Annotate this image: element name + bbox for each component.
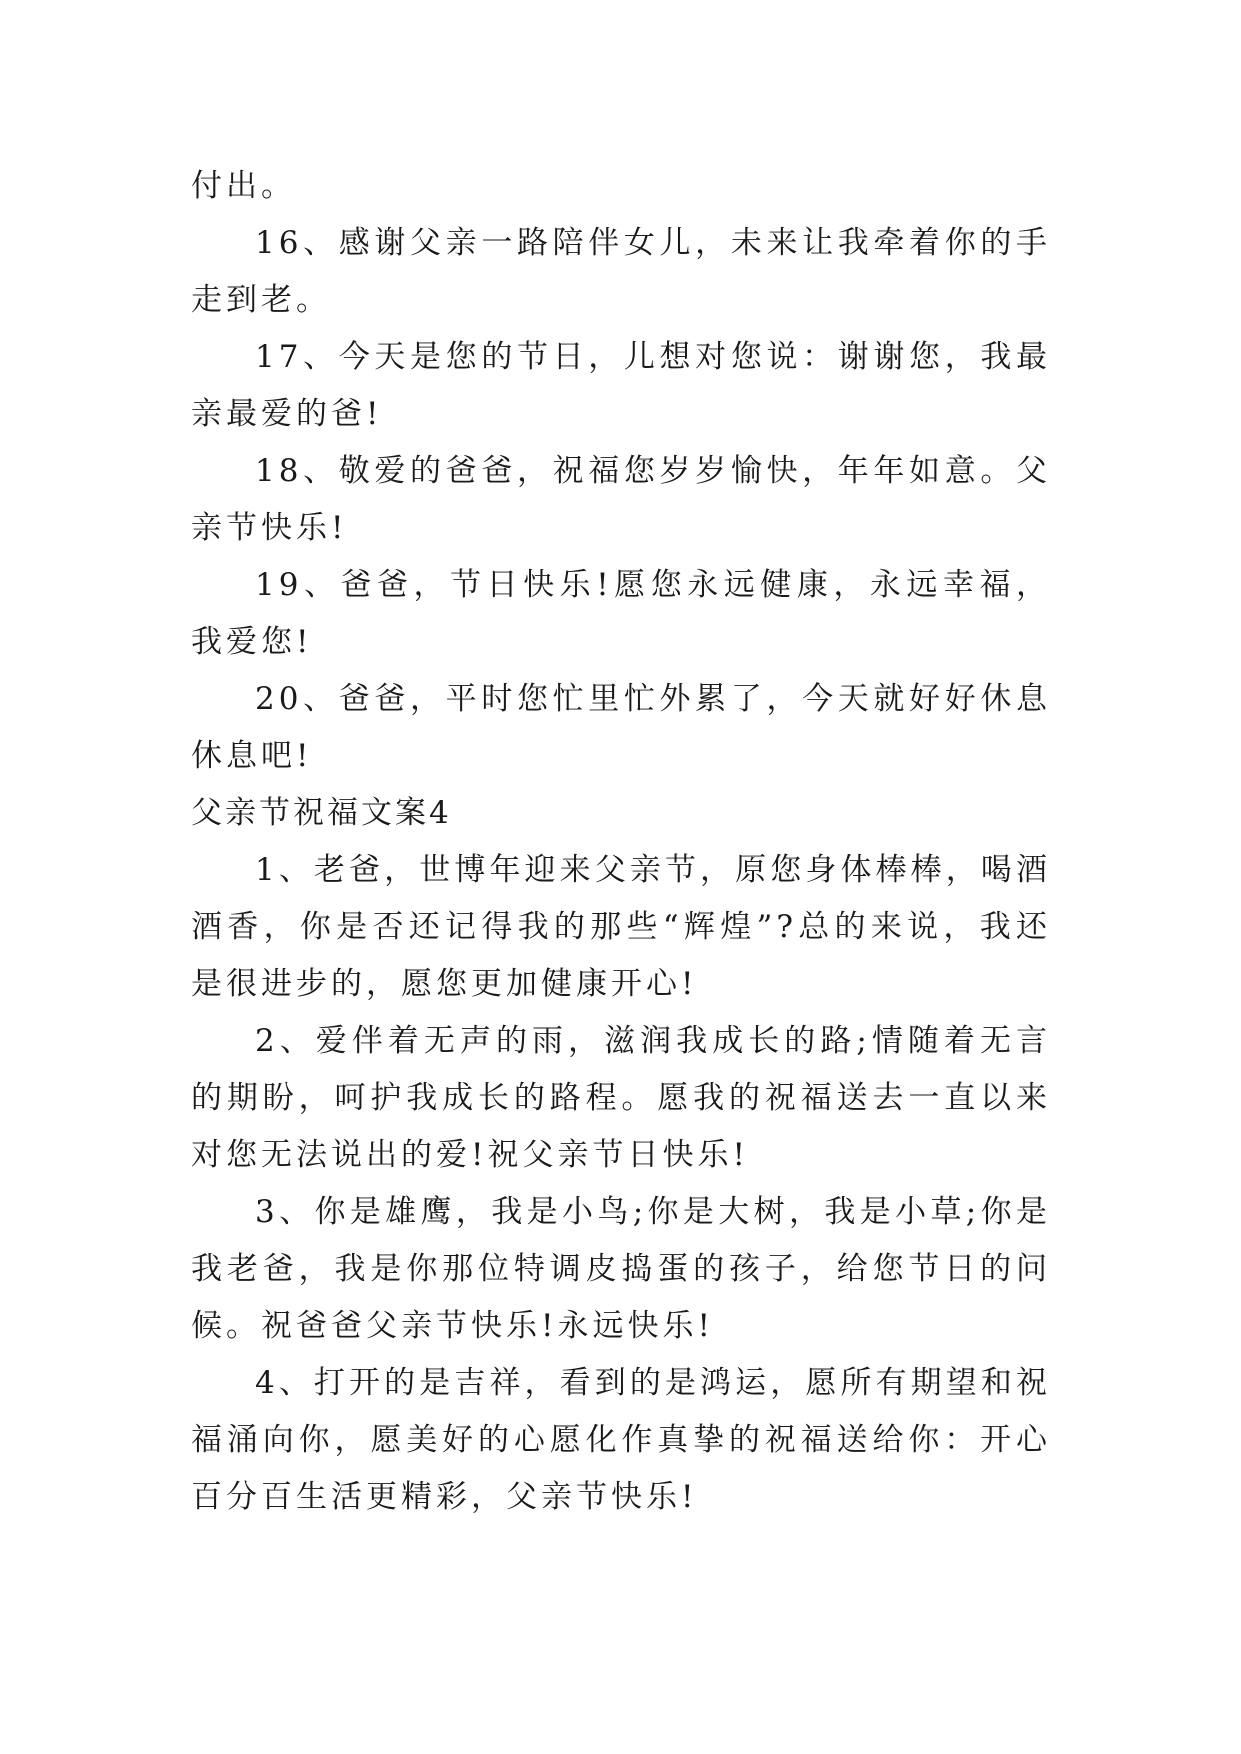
wish-item-4: 4、打开的是吉祥，看到的是鸿运，愿所有期望和祝福涌向你，愿美好的心愿化作真挚的祝福送给你：开心百分百生活更精彩，父亲节快乐! — [191, 1365, 1051, 1515]
section-heading: 父亲节祝福文案4 — [191, 795, 452, 831]
wish-item-2: 2、爱伴着无声的雨，滋润我成长的路;情随着无言的期盼，呵护我成长的路程。愿我的祝福送去一直以来对您无法说出的爱!祝父亲节日快乐! — [191, 1023, 1051, 1173]
wish-item-17: 17、今天是您的节日，儿想对您说：谢谢您，我最亲最爱的爸! — [191, 339, 1051, 432]
wish-item-18: 18、敬爱的爸爸，祝福您岁岁愉快，年年如意。父亲节快乐! — [191, 453, 1051, 546]
wish-item-1: 1、老爸，世博年迎来父亲节，原您身体棒棒，喝酒酒香，你是否还记得我的那些“辉煌”?总的来说，我还是很进步的，愿您更加健康开心! — [191, 852, 1051, 1002]
wish-item-3: 3、你是雄鹰，我是小鸟;你是大树，我是小草;你是我老爸，我是你那位特调皮捣蛋的孩子，给您节日的问候。祝爸爸父亲节快乐!永远快乐! — [191, 1194, 1051, 1344]
wish-item-16: 16、感谢父亲一路陪伴女儿，未来让我牵着你的手走到老。 — [191, 225, 1051, 318]
wish-item-20: 20、爸爸，平时您忙里忙外累了，今天就好好休息休息吧! — [191, 681, 1051, 774]
wish-item-19: 19、爸爸，节日快乐!愿您永远健康，永远幸福，我爱您! — [191, 567, 1051, 660]
document-body — [191, 158, 1051, 1526]
continued-paragraph: 付出。 — [191, 168, 296, 204]
